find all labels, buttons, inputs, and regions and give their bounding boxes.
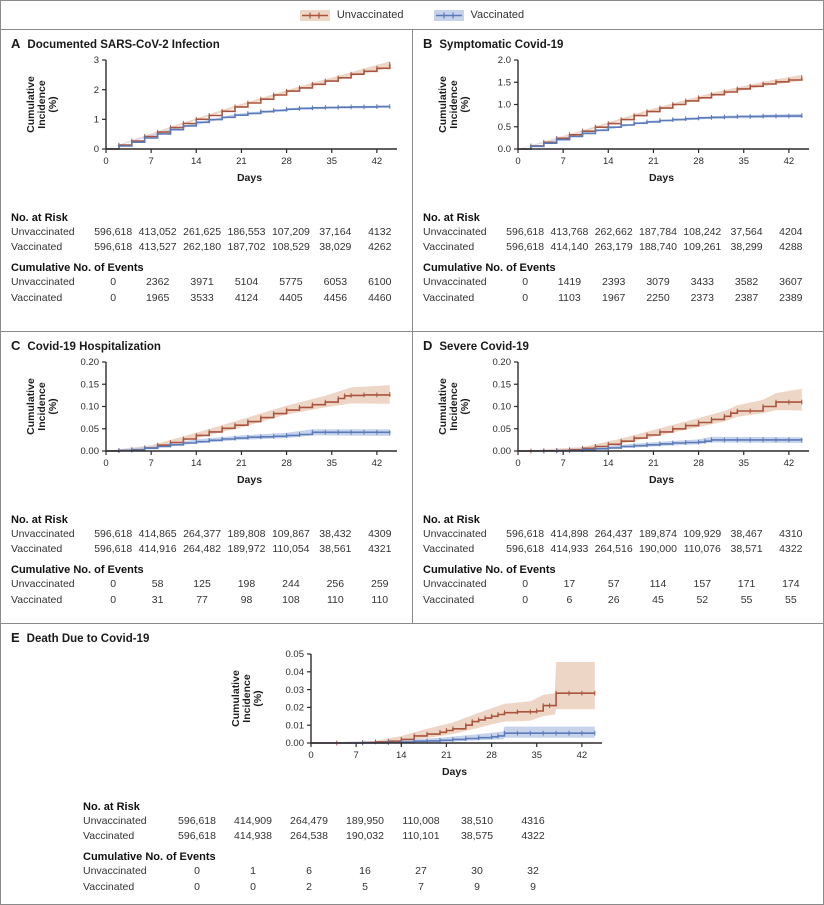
table-cell: 5 (362, 880, 368, 893)
table-cell: 38,561 (319, 543, 352, 556)
svg-text:1.5: 1.5 (497, 77, 511, 89)
svg-text:0: 0 (93, 144, 99, 156)
table-cell: 0 (250, 880, 256, 893)
table-cell: 27 (415, 865, 427, 878)
table-cell: 4321 (368, 543, 392, 556)
table-cell: 38,432 (319, 528, 352, 540)
row-label: Unvaccinated (11, 528, 75, 540)
table-cell: 189,972 (227, 543, 266, 556)
table-row (423, 542, 813, 557)
row-label: Vaccinated (423, 543, 475, 556)
svg-text:Days: Days (648, 474, 675, 486)
table-cell: 186,553 (227, 226, 266, 238)
svg-text:7: 7 (148, 156, 154, 167)
table-cell: 98 (240, 593, 253, 606)
svg-text:21: 21 (648, 458, 659, 469)
svg-text:0.15: 0.15 (80, 379, 99, 391)
panel-e-events-table (83, 851, 561, 894)
svg-text:21: 21 (648, 156, 659, 167)
svg-text:0: 0 (103, 156, 109, 167)
table-cell: 110,076 (683, 543, 721, 556)
table-row (423, 275, 813, 290)
svg-text:2: 2 (93, 84, 99, 96)
table-cell: 3971 (190, 276, 214, 289)
svg-text:0: 0 (308, 750, 314, 761)
table-cell: 55 (740, 593, 753, 606)
panel-e-letter: E (11, 630, 20, 645)
svg-text:21: 21 (236, 458, 247, 469)
svg-text:0.15: 0.15 (492, 379, 511, 391)
table-row (423, 240, 813, 255)
table-cell: 4405 (279, 291, 303, 304)
table-cell: 596,618 (94, 543, 133, 556)
svg-text:28: 28 (693, 458, 704, 469)
table-row (11, 225, 402, 240)
table-row (423, 291, 813, 306)
table-cell: 26 (607, 593, 620, 606)
table-cell: 3079 (646, 276, 670, 289)
panel-e-tables (83, 801, 561, 895)
svg-text:0.00: 0.00 (80, 446, 99, 458)
table-cell: 0 (522, 593, 529, 606)
table-cell: 38,467 (730, 528, 763, 540)
table-cell: 1419 (557, 276, 582, 289)
svg-text:28: 28 (486, 750, 497, 761)
row-label: Unvaccinated (83, 815, 147, 827)
table-cell: 3607 (779, 276, 803, 289)
svg-text:0: 0 (515, 156, 521, 167)
row-label: Vaccinated (423, 291, 475, 304)
table-cell: 125 (193, 578, 211, 591)
svg-text:35: 35 (738, 156, 750, 167)
table-cell: 174 (782, 578, 800, 591)
svg-text:0.00: 0.00 (492, 446, 511, 458)
svg-text:35: 35 (326, 156, 338, 167)
table-cell: 4288 (779, 241, 803, 254)
panel-a-chart (11, 53, 402, 205)
table-cell: 45 (652, 593, 664, 606)
table-cell: 4322 (521, 830, 545, 843)
row-label: Vaccinated (423, 593, 475, 606)
table-cell: 109,261 (683, 241, 722, 254)
table-cell: 0 (194, 880, 200, 893)
legend-label-unvaccinated: Unvaccinated (336, 9, 404, 21)
table-cell: 414,909 (234, 815, 272, 827)
table-cell: 0 (110, 291, 117, 304)
panel-c-title: C Covid-19 Hospitalization (11, 338, 161, 353)
table-row (11, 291, 402, 306)
table-cell: 2 (306, 880, 312, 893)
svg-text:28: 28 (281, 458, 292, 469)
svg-text:14: 14 (603, 156, 614, 167)
svg-text:1.0: 1.0 (497, 99, 511, 111)
table-cell: 596,618 (506, 226, 545, 238)
table-cell: 596,618 (178, 815, 216, 827)
legend-label-vaccinated: Vaccinated (470, 9, 525, 21)
row-label: Vaccinated (11, 593, 63, 606)
svg-text:0.05: 0.05 (285, 649, 304, 661)
table-cell: 114 (649, 578, 667, 591)
table-row (11, 240, 402, 255)
svg-text:0.02: 0.02 (285, 702, 304, 714)
panel-a-at-risk-table (11, 212, 402, 255)
svg-text:42: 42 (371, 458, 383, 469)
svg-text:0.10: 0.10 (80, 401, 99, 413)
table-cell: 108 (282, 593, 300, 606)
table-cell: 38,510 (460, 815, 494, 827)
table-heading: No. at Risk (83, 801, 140, 813)
table-cell: 244 (282, 578, 300, 591)
table-cell: 256 (326, 578, 345, 591)
table-cell: 2387 (734, 291, 759, 304)
panel-d-at-risk-table (423, 514, 813, 557)
table-row (11, 527, 402, 542)
table-cell: 596,618 (94, 528, 133, 540)
table-cell: 414,938 (234, 830, 272, 843)
svg-text:42: 42 (783, 156, 795, 167)
table-cell: 4309 (368, 528, 392, 540)
table-cell: 3433 (690, 276, 714, 289)
table-cell: 110,008 (402, 815, 440, 827)
table-cell: 6100 (368, 276, 392, 289)
svg-text:0.05: 0.05 (492, 423, 511, 435)
table-row (423, 577, 813, 592)
table-cell: 109,867 (271, 528, 310, 540)
table-cell: 9 (530, 880, 536, 893)
table-cell: 110,101 (402, 830, 440, 843)
svg-text:0.10: 0.10 (492, 401, 511, 413)
table-cell: 0 (522, 291, 529, 304)
table-cell: 2362 (145, 276, 170, 289)
table-cell: 1965 (145, 291, 170, 304)
panel-d-events-table (423, 564, 813, 607)
table-cell: 596,618 (94, 226, 133, 238)
table-cell: 38,299 (730, 241, 763, 254)
svg-text:35: 35 (738, 458, 750, 469)
table-cell: 57 (607, 578, 620, 591)
table-cell: 4456 (323, 291, 348, 304)
table-cell: 2393 (602, 276, 626, 289)
table-cell: 2389 (779, 291, 803, 304)
panel-b (412, 30, 823, 331)
svg-text:Days: Days (236, 474, 263, 486)
row-label: Unvaccinated (423, 578, 487, 591)
table-cell: 77 (196, 593, 208, 606)
table-row (11, 593, 402, 608)
table-cell: 31 (151, 593, 164, 606)
panel-a-letter: A (11, 36, 21, 51)
table-cell: 38,575 (460, 830, 494, 843)
panel-b-events-table (423, 262, 813, 305)
table-cell: 108,242 (683, 226, 722, 238)
table-cell: 6053 (323, 276, 348, 289)
legend (1, 1, 823, 30)
table-cell: 1967 (602, 291, 626, 304)
row-label: Vaccinated (11, 291, 63, 304)
svg-text:0.04: 0.04 (285, 667, 304, 678)
svg-text:Days: Days (441, 766, 468, 778)
table-cell: 4204 (779, 226, 803, 238)
panel-d-chart (423, 355, 813, 507)
table-cell: 261,625 (183, 226, 222, 238)
table-cell: 109,929 (683, 528, 722, 540)
table-row (11, 542, 402, 557)
panel-a-events-table (11, 262, 402, 305)
table-cell: 4322 (779, 543, 803, 556)
table-cell: 263,179 (594, 241, 633, 254)
table-cell: 55 (785, 593, 797, 606)
svg-text:7: 7 (353, 750, 359, 761)
svg-text:14: 14 (191, 156, 202, 167)
table-cell: 596,618 (506, 528, 545, 540)
panel-b-at-risk-table (423, 212, 813, 255)
table-cell: 414,916 (138, 543, 177, 556)
table-cell: 0 (194, 865, 200, 878)
svg-text:14: 14 (191, 458, 202, 469)
table-cell: 4316 (521, 815, 545, 827)
row-label: Unvaccinated (11, 226, 75, 238)
table-cell: 6 (306, 865, 312, 878)
table-heading: Cumulative No. of Events (11, 564, 144, 577)
table-cell: 414,140 (550, 241, 589, 254)
legend-item-unvaccinated (300, 9, 404, 22)
svg-text:14: 14 (603, 458, 614, 469)
table-cell: 264,516 (594, 543, 633, 556)
svg-text:21: 21 (441, 750, 452, 761)
table-cell: 0 (522, 276, 529, 289)
table-cell: 9 (474, 880, 480, 893)
table-heading: Cumulative No. of Events (83, 851, 216, 864)
svg-text:42: 42 (783, 458, 795, 469)
table-cell: 198 (237, 578, 256, 591)
panel-c-events-table (11, 564, 402, 607)
table-cell: 413,052 (138, 226, 177, 238)
svg-text:0.0: 0.0 (497, 144, 511, 156)
table-cell: 264,377 (183, 528, 222, 540)
table-cell: 110,054 (272, 543, 310, 556)
svg-text:0: 0 (515, 458, 521, 469)
svg-text:42: 42 (576, 750, 588, 761)
table-cell: 414,898 (550, 528, 589, 540)
svg-text:28: 28 (693, 156, 704, 167)
table-cell: 110 (326, 593, 344, 606)
svg-text:2.0: 2.0 (497, 55, 511, 67)
svg-text:CumulativeIncidence(%): CumulativeIncidence(%) (437, 76, 471, 133)
table-cell: 414,865 (138, 528, 177, 540)
panel-e-at-risk-table (83, 801, 561, 844)
panel-c (1, 332, 412, 623)
table-heading: No. at Risk (423, 212, 480, 224)
table-cell: 4310 (779, 528, 803, 540)
table-cell: 188,740 (639, 241, 677, 254)
table-cell: 52 (696, 593, 709, 606)
svg-text:7: 7 (560, 156, 566, 167)
svg-text:35: 35 (326, 458, 338, 469)
svg-text:CumulativeIncidence(%): CumulativeIncidence(%) (25, 76, 59, 133)
table-cell: 596,618 (506, 543, 545, 556)
panel-b-title: B Symptomatic Covid-19 (423, 36, 564, 51)
panel-d (412, 332, 823, 623)
table-cell: 189,874 (639, 528, 677, 540)
svg-text:0.01: 0.01 (285, 720, 304, 732)
table-cell: 264,437 (594, 528, 633, 540)
table-cell: 190,000 (639, 543, 677, 556)
panel-d-letter: D (423, 338, 433, 353)
table-cell: 413,768 (550, 226, 589, 238)
row-label: Unvaccinated (423, 276, 487, 289)
row-label: Vaccinated (423, 241, 475, 254)
table-cell: 38,571 (730, 543, 763, 556)
panel-d-title: D Severe Covid-19 (423, 338, 529, 353)
table-cell: 7 (418, 880, 424, 893)
table-cell: 157 (693, 578, 712, 591)
table-cell: 6 (566, 593, 573, 606)
legend-item-vaccinated (434, 9, 525, 22)
table-cell: 110 (371, 593, 389, 606)
table-cell: 5104 (234, 276, 259, 289)
svg-text:0.00: 0.00 (285, 738, 304, 750)
table-cell: 0 (110, 593, 117, 606)
table-cell: 4460 (368, 291, 392, 304)
table-row (423, 593, 813, 608)
table-cell: 264,482 (183, 543, 222, 556)
panel-c-at-risk-table (11, 514, 402, 557)
svg-text:0.05: 0.05 (80, 423, 99, 435)
row-label: Unvaccinated (423, 528, 487, 540)
svg-text:Days: Days (648, 172, 675, 184)
table-cell: 190,032 (346, 830, 384, 843)
svg-text:14: 14 (396, 750, 407, 761)
table-row (83, 880, 561, 895)
table-cell: 264,479 (290, 815, 328, 827)
table-cell: 2373 (690, 291, 714, 304)
svg-text:0.20: 0.20 (492, 357, 511, 369)
svg-text:CumulativeIncidence(%): CumulativeIncidence(%) (25, 378, 59, 435)
table-row (11, 577, 402, 592)
row-label: Unvaccinated (11, 578, 75, 591)
table-row (83, 814, 561, 829)
row-label: Vaccinated (83, 830, 135, 843)
table-cell: 32 (527, 865, 539, 878)
table-row (83, 829, 561, 844)
svg-text:0.20: 0.20 (80, 357, 99, 369)
table-cell: 2250 (646, 291, 670, 304)
svg-text:1: 1 (93, 114, 99, 126)
table-cell: 4262 (368, 241, 392, 254)
table-cell: 414,933 (550, 543, 589, 556)
row-label: Unvaccinated (83, 865, 147, 878)
table-cell: 1103 (558, 291, 581, 304)
table-heading: Cumulative No. of Events (11, 262, 144, 275)
svg-text:CumulativeIncidence(%): CumulativeIncidence(%) (437, 378, 471, 435)
svg-text:28: 28 (281, 156, 292, 167)
svg-text:3: 3 (93, 55, 99, 67)
table-heading: Cumulative No. of Events (423, 564, 556, 577)
table-cell: 413,527 (138, 241, 177, 254)
row-label: Vaccinated (11, 241, 63, 254)
table-cell: 259 (371, 578, 389, 591)
table-cell: 37,564 (730, 226, 763, 238)
panel-e (1, 624, 823, 900)
table-cell: 58 (151, 578, 164, 591)
table-cell: 1 (250, 865, 256, 878)
panel-e-title: E Death Due to Covid-19 (11, 630, 150, 645)
table-cell: 0 (110, 276, 117, 289)
table-heading: No. at Risk (11, 212, 68, 224)
row-label: Unvaccinated (423, 226, 487, 238)
table-cell: 17 (563, 578, 576, 591)
svg-text:21: 21 (236, 156, 247, 167)
table-heading: No. at Risk (423, 514, 480, 526)
table-cell: 171 (737, 578, 756, 591)
panel-a (1, 30, 412, 331)
table-cell: 5775 (279, 276, 303, 289)
table-cell: 3533 (190, 291, 214, 304)
svg-text:42: 42 (371, 156, 383, 167)
table-cell: 107,209 (271, 226, 310, 238)
panel-b-letter: B (423, 36, 433, 51)
table-row (423, 225, 813, 240)
svg-text:0: 0 (103, 458, 109, 469)
table-cell: 38,029 (319, 241, 352, 254)
svg-text:7: 7 (560, 458, 566, 469)
table-heading: No. at Risk (11, 514, 68, 526)
svg-text:0.03: 0.03 (285, 684, 304, 696)
panel-c-letter: C (11, 338, 21, 353)
panel-a-title: A Documented SARS-CoV-2 Infection (11, 36, 220, 51)
table-cell: 0 (522, 578, 529, 591)
table-heading: Cumulative No. of Events (423, 262, 556, 275)
table-cell: 37,164 (319, 226, 352, 238)
row-label: Unvaccinated (11, 276, 75, 289)
svg-text:7: 7 (148, 458, 154, 469)
table-cell: 187,784 (639, 226, 677, 238)
panel-e-chart (11, 647, 813, 794)
unvaccinated-line-marker-icon (300, 9, 330, 22)
table-cell: 189,950 (346, 815, 384, 827)
table-cell: 187,702 (227, 241, 266, 254)
svg-text:0.5: 0.5 (497, 121, 511, 133)
vaccinated-line-marker-icon (434, 9, 464, 22)
table-cell: 596,618 (178, 830, 216, 843)
table-cell: 30 (471, 865, 483, 878)
panel-c-chart (11, 355, 402, 507)
row-label: Vaccinated (83, 880, 135, 893)
table-cell: 189,808 (227, 528, 266, 540)
table-cell: 596,618 (94, 241, 133, 254)
row-label: Vaccinated (11, 543, 63, 556)
table-cell: 264,538 (290, 830, 328, 843)
table-cell: 262,180 (183, 241, 222, 254)
svg-text:CumulativeIncidence(%): CumulativeIncidence(%) (230, 670, 264, 727)
table-cell: 4132 (368, 226, 392, 238)
panel-b-chart (423, 53, 813, 205)
table-row (83, 864, 561, 879)
table-cell: 596,618 (506, 241, 545, 254)
table-cell: 3582 (734, 276, 759, 289)
table-cell: 4124 (234, 291, 259, 304)
table-row (11, 275, 402, 290)
table-row (423, 527, 813, 542)
table-cell: 262,662 (594, 226, 633, 238)
table-cell: 108,529 (271, 241, 310, 254)
svg-text:35: 35 (531, 750, 543, 761)
table-cell: 0 (110, 578, 117, 591)
svg-text:Days: Days (236, 172, 263, 184)
table-cell: 16 (359, 865, 371, 878)
